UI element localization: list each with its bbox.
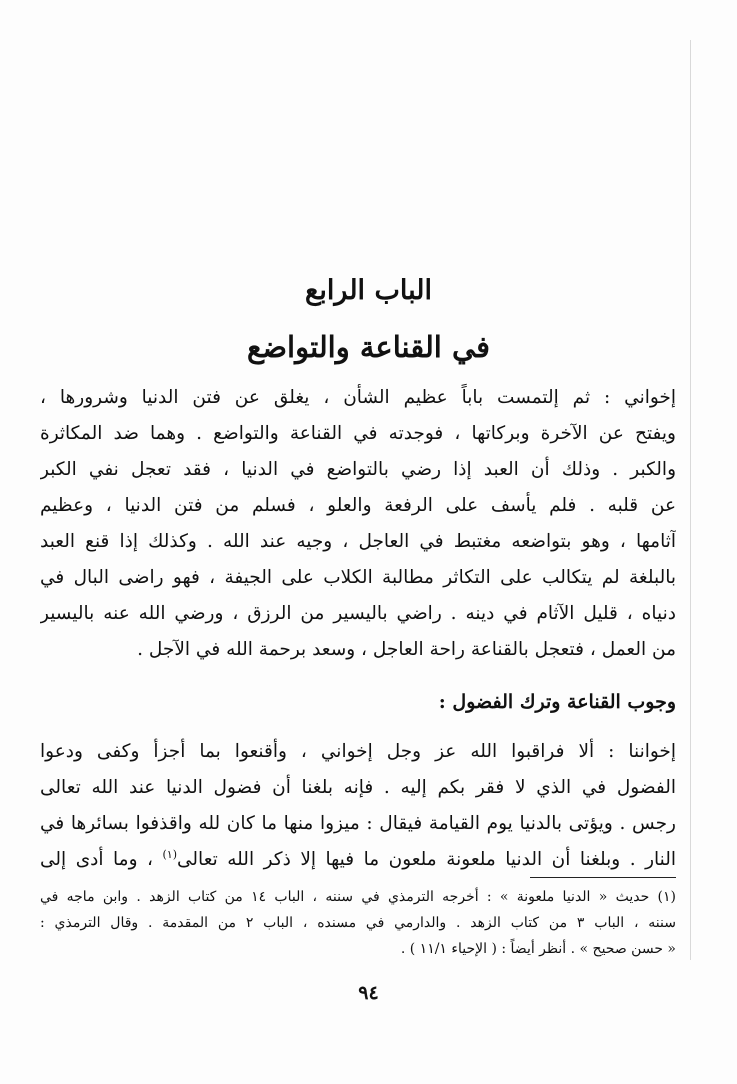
text-segment: ، وما أدى إلى (40, 849, 163, 870)
text-line: والكبر . وذلك أن العبد إذا رضي بالتواضع في الدنيا ، فقد تعجل نفي الكبر (40, 459, 676, 480)
paragraph-intro (40, 380, 676, 668)
text-line: إخواني : ثم إلتمست باباً عظيم الشأن ، يغلق عن فتن الدنيا وشرورها ، (40, 387, 676, 408)
text-line: ويفتح عن الآخرة وبركاتها ، فوجدته في القناعة والتواضع . وهما ضد المكاثرة (40, 423, 676, 444)
text-line: دنياه ، قليل الآثام في دينه . راضي باليسير من الرزق ، ورضي الله عنه باليسير (40, 603, 676, 624)
section-heading: وجوب القناعة وترك الفضول : (438, 691, 676, 713)
footnote-line: « حسن صحيح » . أنظر أيضاً : ( الإحياء ١١/١ ) . (400, 941, 676, 957)
footnote-line: سننه ، الباب ٣ من كتاب الزهد . والدارمي في مسنده ، الباب ٢ من المقدمة . وقال الترمذي : (40, 915, 676, 931)
chapter-title: الباب الرابع (305, 275, 432, 306)
page-number: ٩٤ (358, 982, 379, 1004)
text-line (40, 842, 676, 878)
chapter-subtitle: في القناعة والتواضع (247, 330, 490, 364)
paragraph-brothers (40, 734, 676, 878)
footnotes (40, 884, 676, 962)
text-line: عن قلبه . فلم يأسف على الرفعة والعلو ، فسلم من فتن الدنيا ، وعظيم (40, 495, 676, 516)
footnote-marker: (١) (162, 847, 177, 861)
text-line: من العمل ، فتعجل بالقناعة راحة العاجل ، وسعد برحمة الله في الآجل . (137, 639, 676, 660)
text-line: بالبلغة لم يتكالب على التكاثر مطالبة الكلاب على الجيفة ، فهو راضى البال في (40, 567, 676, 588)
text-line: رجس . ويؤتى بالدنيا يوم القيامة فيقال : ميزوا منها ما كان لله واقذفوا بسائرها في (40, 813, 676, 834)
footnote-line: (١) حديث « الدنيا ملعونة » : أخرجه الترمذي في سننه ، الباب ١٤ من كتاب الزهد . وابن ماجه في (40, 889, 676, 905)
text-segment: النار . وبلغنا أن الدنيا ملعونة ملعون ما فيها إلا ذكر الله تعالى (177, 849, 676, 870)
text-line: إخواننا : ألا فراقبوا الله عز وجل إخواني ، وأقنعوا بما أجزأ وكفى ودعوا (40, 741, 676, 762)
text-line: الفضول في الذي لا فقر بكم إليه . فإنه بلغنا أن فضول الدنيا عند الله تعالى (40, 777, 676, 798)
footnote-separator (530, 877, 676, 878)
text-line: آثامها ، وهو بتواضعه مغتبط في العاجل ، وجيه عند الله . وكذلك إذا قنع العبد (40, 531, 676, 552)
margin-rule (690, 40, 691, 960)
